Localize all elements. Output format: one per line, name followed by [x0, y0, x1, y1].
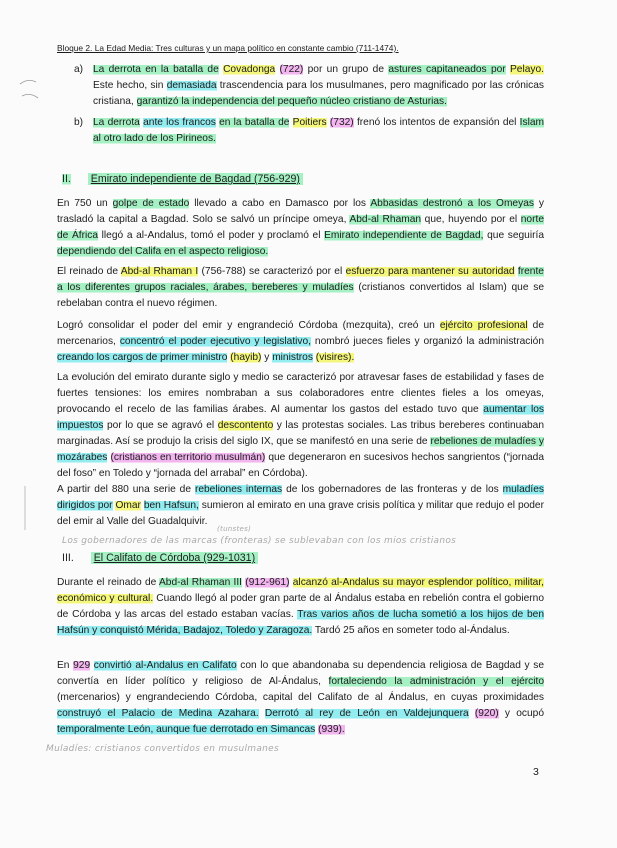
highlight-mark: dirigidos por	[57, 500, 113, 511]
highlight-mark: astures capitaneados por	[388, 64, 506, 75]
handwritten-note-above: (tunstes)	[217, 525, 252, 533]
highlight-mark: (920)	[474, 708, 499, 719]
paragraph-abd-al-rhaman-i: El reinado de Abd-al Rhaman I (756-788) se caracterizó por el esfuerzo para mantener su autoridad frente a los diferentes grupos raciales, árabes, bereberes y muladíes (cristianos convertidos al Islam) que se rebelaban contra el nuevo régimen.	[57, 266, 544, 309]
highlight-mark: frente a los diferentes grupos raciales, árabes, bereberes y muladíes	[57, 266, 544, 293]
highlight-mark: creando los cargos de primer ministro	[57, 352, 228, 363]
highlight-mark: (visires).	[315, 352, 355, 363]
highlight-mark: Islam al otro lado de los Pirineos.	[93, 117, 544, 144]
highlight-mark: Abbasidas destronó a los Omeyas	[370, 198, 534, 209]
section-title: Emirato independiente de Bagdad (756-929)	[88, 172, 303, 186]
margin-line	[22, 484, 28, 532]
highlight-mark: en la batalla de	[219, 117, 290, 128]
highlight-mark: ministros	[272, 352, 313, 363]
paragraph-consolidacion: Logró consolidar el poder del emir y engrandeció Córdoba (mezquita), creó un ejército profesional de mercenarios, concentró el poder ejecutivo y legislativo, nombró jueces fieles y organizó la administración creando los cargos de primer ministro (hayib) y ministros (visires).	[57, 320, 544, 363]
section-number: II.	[62, 173, 71, 185]
list-marker: a)	[74, 64, 84, 75]
section-heading-emirato	[62, 173, 303, 185]
paragraph-golpe-estado: En 750 un golpe de estado llevado a cabo en Damasco por los Abbasidas destronó a los Omeyas y trasladó la capital a Bagdad. Solo se salvó un príncipe omeya, Abd-al Rhaman que, huyendo por el norte de África llegó a al-Andalus, tomó el poder y proclamó el Emirato independiente de Bagdad, que seguiría dependiendo del Califa en el aspecto religioso.	[57, 198, 544, 257]
section-title: El Califato de Córdoba (929-1031)	[91, 551, 258, 565]
section-heading-califato	[62, 552, 258, 564]
list-item-b	[76, 115, 544, 147]
highlight-mark: Abd-al Rhaman I	[120, 266, 199, 277]
highlight-mark: ejército profesional	[439, 320, 528, 331]
page-number: 3	[533, 766, 539, 778]
section-number: III.	[62, 552, 74, 564]
highlight-mark: rebeliones internas	[194, 484, 283, 495]
paragraph-califato-929: En 929 convirtió al-Andalus en Califato con lo que abandonaba su dependencia religiosa de Bagdad y se convertía en líder político y religioso de Al-Ándalus, fortaleciendo la administración y el ejército (mercenarios) y engrandeciendo Córdoba, capital del Califato de al Ándalus, en cuyas proximidades construyó el Palacio de Medina Azahara. Derrotó al rey de León en Valdejunquera (920) y ocupó temporalmente León, aunque fue derrotado en Simancas (939).	[57, 660, 544, 735]
highlight-mark: La derrota	[93, 117, 140, 128]
highlight-mark: (912-961)	[245, 577, 290, 588]
highlight-mark: (722)	[279, 64, 304, 75]
highlight-mark: Tras varios años de lucha sometió a los hijos de ben Hafsún y conquistó Mérida, Badajoz, Toledo y Zaragoza.	[57, 609, 544, 636]
highlight-mark: rebeliones de muladíes y	[430, 436, 544, 447]
highlight-mark: garantizó la independencia del pequeño núcleo cristiano de Asturias.	[136, 96, 447, 107]
highlight-mark: (939).	[318, 724, 345, 735]
highlight-mark: Omar	[115, 500, 141, 511]
highlight-mark: Emirato independiente de Bagdad,	[324, 230, 484, 241]
highlight-mark: Poitiers	[292, 117, 327, 128]
highlight-mark: construyó el Palacio de Medina Azahara.	[57, 708, 259, 719]
paragraph-rebeliones-880: A partir del 880 una serie de rebeliones internas de los gobernadores de las fronteras y de los muladíes dirigidos por Omar ben Hafsun, sumieron al emirato en una grave crisis política y militar que redujo el poder del emir al Valle del Guadalquivir.	[57, 484, 544, 527]
paragraph-abd-al-rhaman-iii: Durante el reinado de Abd-al Rhaman III (912-961) alcanzó al-Andalus su mayor esplendor político, militar, económico y cultural. Cuando llegó al poder gran parte de al Ándalus estaba en rebelión contra el gobierno de Córdoba y las arcas del estado estaban vacías. Tras varios años de lucha sometió a los hijos de ben Hafsún y conquistó Mérida, Badajoz, Toledo y Zaragoza. Tardó 25 años en someter todo al-Ándalus.	[57, 577, 544, 636]
highlight-mark: (732)	[329, 117, 354, 128]
highlight-mark: convirtió al-Andalus en Califato	[93, 660, 237, 671]
handwritten-note-muladies: Muladíes: cristianos convertidos en musulmanes	[46, 744, 279, 754]
highlight-mark: (hayib)	[230, 352, 262, 363]
paragraph-evolucion-emirato: La evolución del emirato durante siglo y medio se caracterizó por atravesar fases de estabilidad y fases de fuertes tensiones: los emires nombraban a sus colaboradores entre clientes fieles a los omeyas, provocando el recelo de las familias árabes. Al aumentar los gastos del estado tuvo que aumentar los impuestos por lo que se agravó el descontento y las protestas sociales. Las tribus bereberes continuaban marginadas. Así se produjo la crisis del siglo IX, que se manifestó en una serie de rebeliones de muladíes y mozárabes (cristianos en territorio musulmán) que degeneraron en sucesivos hechos sangrientos (“jornada del foso” en Toledo y “jornada del arrabal” en Córdoba).	[57, 372, 544, 479]
highlight-mark: concentró el poder ejecutivo y legislativo,	[119, 336, 311, 347]
highlight-mark: La derrota en la batalla de	[93, 64, 219, 75]
highlight-mark: Abd-al Rhaman III	[159, 577, 243, 588]
page-header: Bloque 2. La Edad Media: Tres culturas y un mapa político en constante cambio (711-1474).	[57, 43, 399, 53]
list-item-a	[76, 62, 544, 110]
highlight-mark: (cristianos en territorio musulmán)	[110, 452, 266, 463]
highlight-mark: Abd-al Rhaman	[349, 214, 422, 225]
highlight-mark: muladíes	[502, 484, 544, 495]
highlight-mark: Pelayo.	[509, 64, 544, 75]
highlight-mark: Covadonga	[223, 64, 276, 75]
highlight-mark: demasiada	[166, 80, 217, 91]
highlight-mark: ante los francos	[143, 117, 216, 128]
highlight-mark: esfuerzo para mantener su autoridad	[345, 266, 515, 277]
highlight-mark: mozárabes	[57, 452, 108, 463]
pen-mark	[18, 76, 40, 100]
highlight-mark: fortaleciendo la administración y el ejército	[328, 676, 544, 687]
highlight-mark: descontento	[217, 420, 274, 431]
handwritten-note-gobernadores: Los gobernadores de las marcas (fronteras) se sublevaban con los mios cristianos	[62, 536, 457, 546]
highlight-mark: golpe de estado	[112, 198, 190, 209]
list-item-text: La derrota en la batalla de Covadonga (722) por un grupo de astures capitaneados por Pelayo. Este hecho, sin demasiada trascendencia para los musulmanes, pero magnificado por las crónicas cristiana, garantizó la independencia del pequeño núcleo cristiano de Asturias.	[93, 64, 544, 107]
list-marker: b)	[74, 117, 84, 128]
highlight-mark: alcanzó al-Andalus su mayor esplendor político, militar, económico y cultural.	[57, 577, 544, 604]
highlight-mark: Derrotó al rey de León en Valdejunquera	[264, 708, 469, 719]
highlight-mark: ben Hafsun,	[143, 500, 199, 511]
list-item-text: La derrota ante los francos en la batalla de Poitiers (732) frenó los intentos de expansión del Islam al otro lado de los Pirineos.	[93, 117, 544, 144]
highlight-mark: norte de África	[57, 214, 544, 241]
highlight-mark: dependiendo del Califa en el aspecto religioso.	[57, 246, 269, 257]
highlight-mark: aumentar los impuestos	[57, 404, 544, 431]
highlight-mark: temporalmente León, aunque fue derrotado en Simancas	[57, 724, 316, 735]
highlight-mark: 929	[73, 660, 91, 671]
